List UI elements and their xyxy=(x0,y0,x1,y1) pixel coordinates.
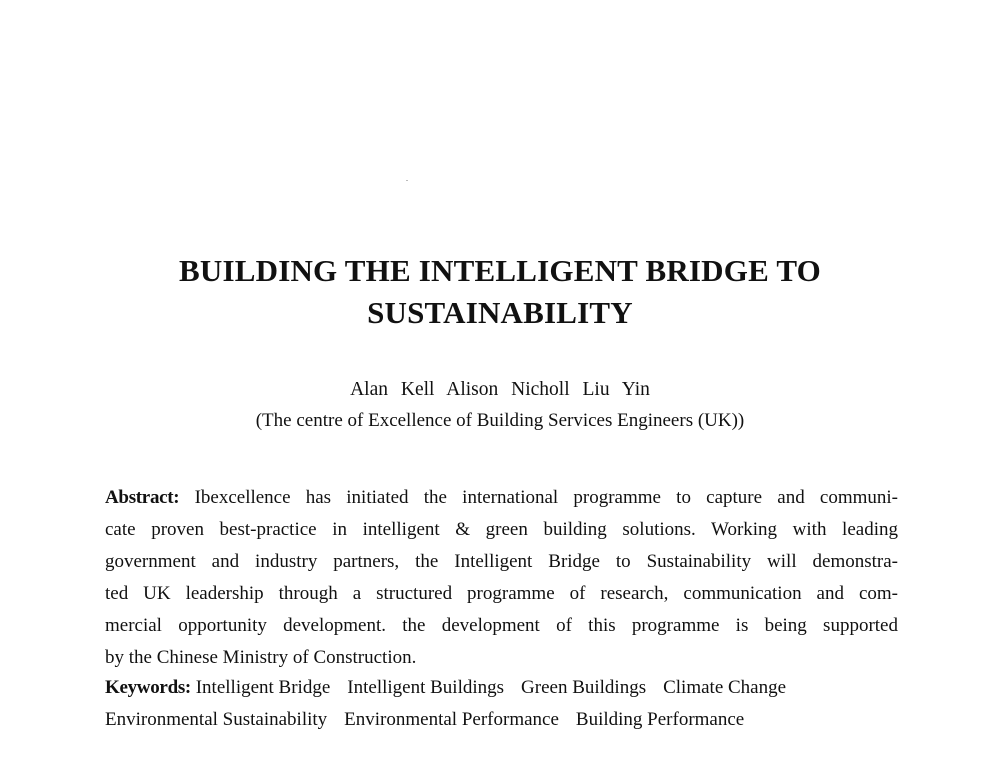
keyword-item: Green Buildings xyxy=(521,677,647,698)
title-line-1: BUILDING THE INTELLIGENT BRIDGE TO xyxy=(179,253,821,288)
abstract-section xyxy=(105,482,898,674)
keyword-item: Environmental Sustainability xyxy=(105,709,328,730)
scan-speck xyxy=(406,180,408,181)
abstract-line-3: government and industry partners, the Intelligent Bridge to Sustainability will demonstra- xyxy=(105,551,898,572)
keywords-line-1 xyxy=(105,672,898,704)
affiliation: (The centre of Excellence of Building Services Engineers (UK)) xyxy=(255,410,745,431)
abstract-line-6: by the Chinese Ministry of Construction. xyxy=(105,647,417,668)
title-line-2: SUSTAINABILITY xyxy=(367,295,633,330)
abstract-text: Ibexcellence has initiated the international programme to capture and communi- xyxy=(194,487,898,508)
keyword-item: Climate Change xyxy=(663,677,787,698)
keyword-item: Intelligent Buildings xyxy=(347,677,505,698)
keywords-line-2 xyxy=(105,704,898,736)
abstract-line-1 xyxy=(105,482,898,514)
abstract-line-4: ted UK leadership through a structured programme of research, communication and com- xyxy=(105,583,898,604)
keywords-section xyxy=(105,672,898,736)
abstract-line-5: mercial opportunity development. the development of this programme is being supported xyxy=(105,615,898,636)
keyword-item: Intelligent Bridge xyxy=(195,677,331,698)
abstract-label: Abstract: xyxy=(105,487,180,508)
keyword-item: Building Performance xyxy=(575,709,745,730)
keyword-item: Environmental Performance xyxy=(344,709,559,730)
paper-title xyxy=(100,250,900,334)
abstract-line-2: cate proven best-practice in intelligent & green building solutions. Working with leading xyxy=(105,519,898,540)
keywords-label: Keywords: xyxy=(105,677,191,698)
author-list: Alan Kell Alison Nicholl Liu Yin xyxy=(350,379,650,400)
